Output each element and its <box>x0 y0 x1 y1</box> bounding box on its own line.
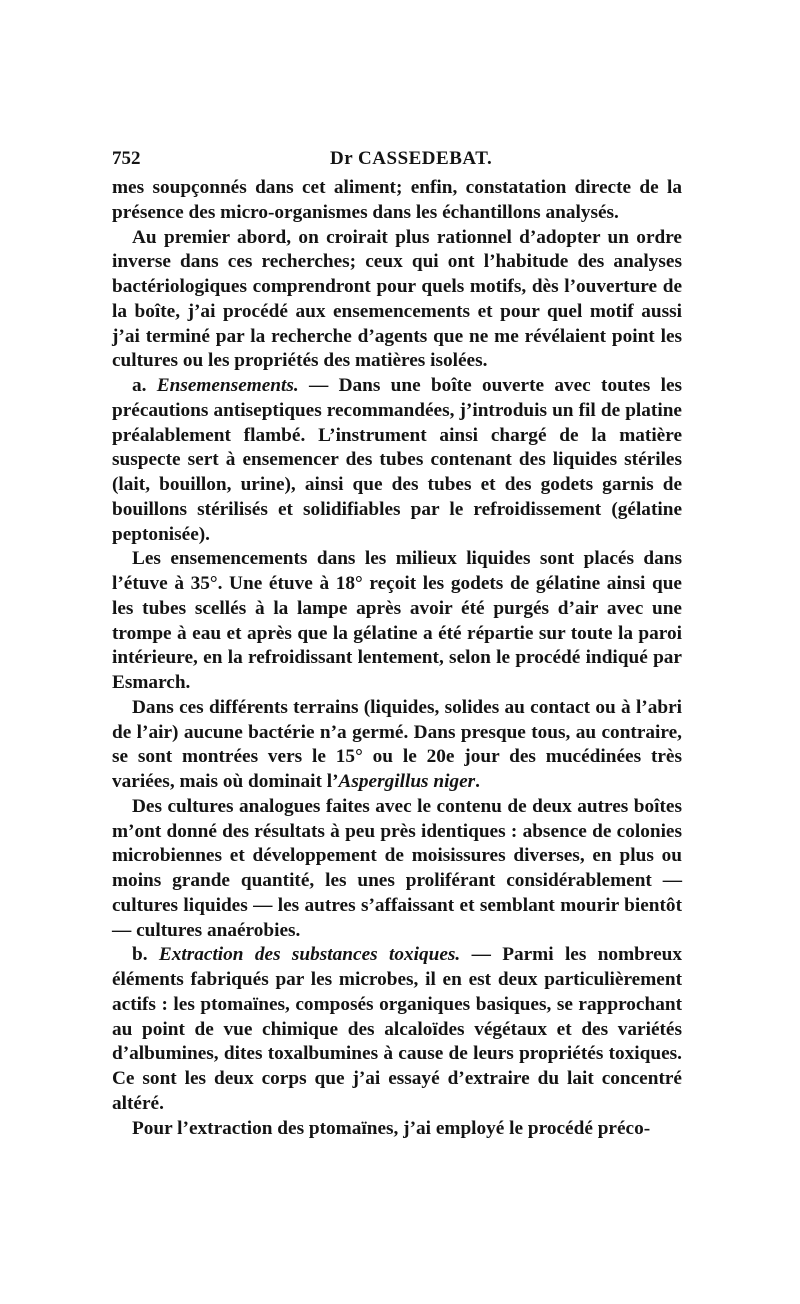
paragraph-ensemencements <box>112 374 682 547</box>
text-span: . <box>475 771 480 792</box>
text-span: a. <box>132 375 157 396</box>
text-span: — Parmi les nombreux éléments fabriqués par les microbes, il en est deux particulièrement actifs : les ptomaïnes, composés organiques basiques, se rapprochant au point de vue chimique des alcaloïdes végétaux et des variétés d’albumines, dites toxalbumines à cause de leurs propriétés toxiques. Ce sont les deux corps que j’ai essayé d’extraire du lait concentré altéré. <box>112 944 682 1114</box>
paragraph <box>112 226 682 375</box>
text-span: b. <box>132 944 159 966</box>
paragraph <box>112 1117 682 1142</box>
paragraph <box>112 176 682 226</box>
paragraph <box>112 696 682 795</box>
text-span: mes soupçonnés dans cet aliment; enfin, constatation directe de la présence des micro-organismes dans les échantillons analysés. <box>112 177 682 223</box>
paragraph <box>112 547 682 696</box>
text-span: Les ensemencements dans les milieux liquides sont placés dans l’étuve à 35°. Une étuve à 18° reçoit les godets de gélatine ainsi que les tubes scellés à la lampe après avoir été purgés d’air avec une trompe à eau et après que la gélatine a été répartie sur toute la paroi intérieure, en la refroidissant lentement, selon le procédé indiqué par Esmarch. <box>112 548 682 693</box>
page-header <box>112 146 680 174</box>
running-head: Dr CASSEDEBAT. <box>330 148 493 169</box>
body-text <box>112 176 682 1141</box>
section-heading-italic: Ensemensements. <box>156 375 299 396</box>
text-span: — Dans une boîte ouverte avec toutes les précautions antiseptiques recommandées, j’introduis un fil de platine préalablement flambé. L’instrument ainsi chargé de la matière suspecte sert à ensemencer des tubes contenant des liquides stériles (lait, bouillon, urine), ainsi que des tubes et des godets garnis de bouillons stérilisés et solidifiables par le refroidissement (gélatine peptonisée). <box>112 375 683 545</box>
text-span: Des cultures analogues faites avec le contenu de deux autres boîtes m’ont donné des résultats à peu près identiques : absence de colonies microbiennes et développement de moisissures diverses, en plus ou moins grande quantité, les unes proliférant considérablement — cultures liquides — les autres s’affaissant et semblant mourir bientôt — cultures anaérobies. <box>112 795 682 941</box>
paragraph <box>112 795 682 944</box>
section-heading-italic: Extraction des substances toxiques. <box>158 944 461 966</box>
text-span: Dans ces différents terrains (liquides, solides au contact ou à l’abri de l’air) aucune bactérie n’a germé. Dans presque tous, au contraire, se sont montrées vers le 15° ou le 20e jour des mucédinées très variées, mais où dominait l’ <box>112 696 682 792</box>
species-name-italic: Aspergillus niger <box>338 771 476 792</box>
page-number: 752 <box>112 148 141 169</box>
paragraph-extraction <box>112 943 682 1116</box>
text-span: Au premier abord, on croirait plus rationnel d’adopter un ordre inverse dans ces recherches; ceux qui ont l’habitude des analyses bactériologiques comprendront pour quels motifs, dès l’ouverture de la boîte, j’ai procédé aux ensemencements et pour quel motif aussi j’ai terminé par la recherche d’agents que ne me révélaient point les cultures ou les propriétés des matières isolées. <box>112 226 682 372</box>
text-span: Pour l’extraction des ptomaïnes, j’ai employé le procédé préco- <box>132 1117 651 1139</box>
